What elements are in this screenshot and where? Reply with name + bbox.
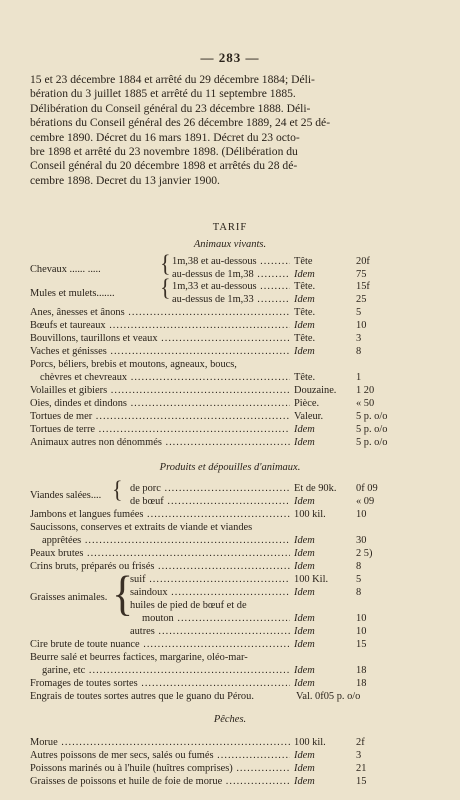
- intro-line: bérations du Conseil général des 26 décembre 1889, 24 et 25 dé-: [30, 116, 331, 130]
- table-row: Jambons et langues fumées ..... 100 kil. 10: [30, 508, 442, 521]
- table-row: Tortues de mer ..... Valeur. 5 p. o/o: [30, 410, 442, 423]
- viandes-label: Viandes salées....: [30, 490, 102, 501]
- table-row: chèvres et chevreaux ..... Tête. 1: [30, 371, 442, 384]
- table-row: au-dessus de 1m,33 ..... Idem 25: [30, 293, 442, 306]
- intro-line: Conseil général du 20 décembre 1898 et arrêtés du 28 dé-: [30, 159, 298, 173]
- table-row: Graisses de poissons et huile de foie de morue ..... Idem 15: [30, 775, 442, 788]
- table-row: 1m,38 et au-dessous ..... Tête 20f: [30, 255, 442, 268]
- brace: {: [112, 475, 123, 504]
- intro-line: bération du 3 juillet 1885 et arrêté du 11 septembre 1885.: [30, 87, 296, 101]
- page-number: — 283 —: [200, 50, 260, 65]
- table-row: Engrais de toutes sortes autres que le guano du Pérou. Val. 0f05 p. o/o: [30, 690, 442, 703]
- table-row: Peaux brutes ..... Idem 2 5): [30, 547, 442, 560]
- intro-paragraph: [30, 73, 442, 188]
- table-row: Poissons marinés ou à l'huile (huîtres comprises) ..... Idem 21: [30, 762, 442, 775]
- porcs-line: Porcs, béliers, brebis et moutons, agneaux, boucs,: [30, 359, 237, 370]
- table-row: Crins bruts, préparés ou frisés ..... Idem 8: [30, 560, 442, 573]
- section-heading-produits: Produits et dépouilles d'animaux.: [159, 462, 301, 473]
- beurre-line: Beurre salé et beurres factices, margarine, oléo-mar-: [30, 652, 248, 663]
- intro-line: cembre 1890. Décret du 16 mars 1891. Décret du 23 octo-: [30, 130, 300, 144]
- table-row: Anes, ânesses et ânons ..... Tête. 5: [30, 306, 442, 319]
- brace: {: [112, 566, 134, 621]
- table-row: Cire brute de toute nuance ..... Idem 15: [30, 638, 442, 651]
- table-row: 1m,33 et au-dessous ..... Tête. 15f: [30, 280, 442, 293]
- graisses-huiles-line: huiles de pied de bœuf et de: [130, 600, 247, 611]
- table-row: Animaux autres non dénommés ..... Idem 5 p. o/o: [30, 436, 442, 449]
- intro-line: 15 et 23 décembre 1884 et arrêté du 29 décembre 1884; Déli-: [30, 73, 315, 86]
- table-row: Bœufs et taureaux ..... Idem 10: [30, 319, 442, 332]
- intro-line: Délibération du Conseil général du 23 décembre 1888. Déli-: [30, 101, 311, 115]
- table-row: Vaches et génisses ..... Idem 8: [30, 345, 442, 358]
- tarif-heading: TARIF: [212, 222, 248, 233]
- section-heading-peches: Pêches.: [213, 714, 247, 725]
- brace: {: [160, 249, 171, 278]
- table-row: Volailles et gibiers ..... Douzaine. 1 20: [30, 384, 442, 397]
- table-row: mouton ..... Idem 10: [30, 612, 442, 625]
- table-row: Tortues de terre ..... Idem 5 p. o/o: [30, 423, 442, 436]
- table-row: apprêtées ..... Idem 30: [30, 534, 442, 547]
- table-row: Fromages de toutes sortes ..... Idem 18: [30, 677, 442, 690]
- intro-line: cembre 1898. Decret du 13 janvier 1900.: [30, 173, 220, 187]
- mules-label: Mules et mulets.......: [30, 288, 115, 299]
- table-row: Morue ..... 100 kil. 2f: [30, 736, 442, 749]
- table-row: de bœuf ..... Idem « 09: [30, 495, 442, 508]
- table-row: Bouvillons, taurillons et veaux ..... Tête. 3: [30, 332, 442, 345]
- section-heading-animaux: Animaux vivants.: [193, 239, 267, 250]
- table-row: garine, etc ..... Idem 18: [30, 664, 442, 677]
- graisses-label: Graisses animales.: [30, 592, 108, 603]
- table-row: Oies, dindes et dindons ..... Pièce. « 50: [30, 397, 442, 410]
- brace: {: [160, 273, 171, 302]
- table-row: saindoux ..... Idem 8: [30, 586, 442, 599]
- table-row: autres ..... Idem 10: [30, 625, 442, 638]
- table-row: de porc ..... Et de 90k. 0f 09: [30, 482, 442, 495]
- chevaux-label: Chevaux ...... .....: [30, 264, 101, 275]
- intro-line: bre 1898 et arrêté du 23 novembre 1898. (Délibération du: [30, 145, 298, 159]
- saucissons-line: Saucissons, conserves et extraits de viande et viandes: [30, 522, 253, 533]
- table-row: Autres poissons de mer secs, salés ou fumés ..... Idem 3: [30, 749, 442, 762]
- table-row: au-dessus de 1m,38 ..... Idem 75: [30, 268, 442, 281]
- table-row: suif ..... 100 Kil. 5: [30, 573, 442, 586]
